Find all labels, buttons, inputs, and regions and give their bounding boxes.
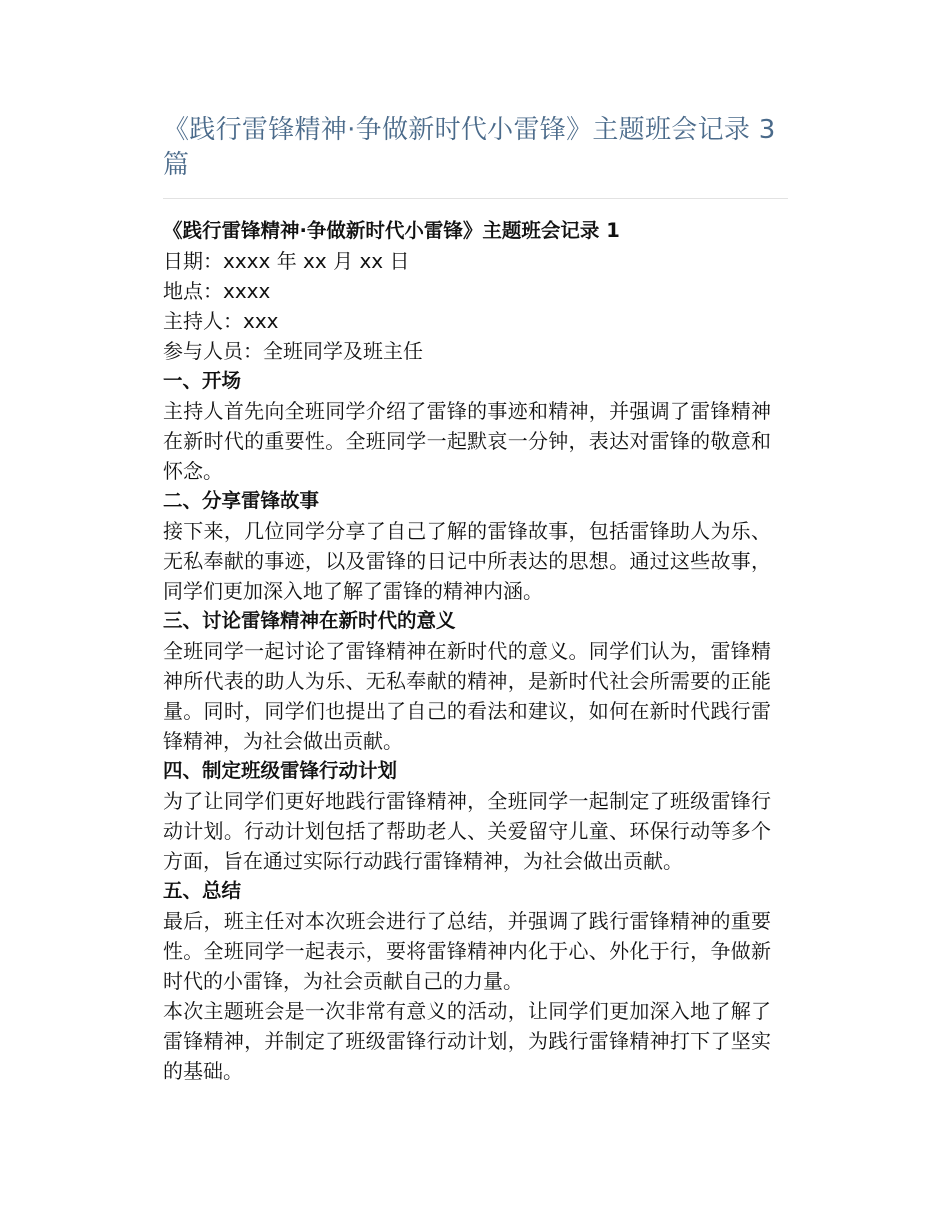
- section-heading-action-plan: 四、制定班级雷锋行动计划: [163, 759, 398, 782]
- section-body-stories: 接下来，几位同学分享了自己了解的雷锋故事，包括雷锋助人为乐、无私奉献的事迹，以及雷锋的日记中所表达的思想。通过这些故事，同学们更加深入地了解了雷锋的精神内涵。: [163, 519, 771, 603]
- participants-line: 参与人员：全班同学及班主任: [163, 339, 423, 363]
- place-line: 地点：xxxx: [163, 279, 271, 303]
- section-heading-opening: 一、开场: [163, 369, 242, 392]
- section-heading-summary: 五、总结: [163, 879, 242, 902]
- document-title: 《践行雷锋精神·争做新时代小雷锋》主题班会记录 3 篇: [163, 115, 776, 180]
- closing-paragraph: 本次主题班会是一次非常有意义的活动，让同学们更加深入地了解了雷锋精神，并制定了班级雷锋行动计划，为践行雷锋精神打下了坚实的基础。: [163, 999, 771, 1083]
- record-content: [163, 216, 771, 1086]
- section-body-summary: 最后，班主任对本次班会进行了总结，并强调了践行雷锋精神的重要性。全班同学一起表示，要将雷锋精神内化于心、外化于行，争做新时代的小雷锋，为社会贡献自己的力量。: [163, 909, 771, 993]
- section-heading-discussion: 三、讨论雷锋精神在新时代的意义: [163, 609, 456, 632]
- date-line: 日期：xxxx 年 xx 月 xx 日: [163, 249, 410, 273]
- host-line: 主持人：xxx: [163, 309, 279, 333]
- record-title: 《践行雷锋精神·争做新时代小雷锋》主题班会记录 1: [163, 219, 620, 242]
- section-body-opening: 主持人首先向全班同学介绍了雷锋的事迹和精神，并强调了雷锋精神在新时代的重要性。全班同学一起默哀一分钟，表达对雷锋的敬意和怀念。: [163, 399, 771, 483]
- section-body-discussion: 全班同学一起讨论了雷锋精神在新时代的意义。同学们认为，雷锋精神所代表的助人为乐、无私奉献的精神，是新时代社会所需要的正能量。同时，同学们也提出了自己的看法和建议，如何在新时代践行雷锋精神，为社会做出贡献。: [163, 639, 771, 753]
- section-heading-stories: 二、分享雷锋故事: [163, 489, 320, 512]
- title-divider: [163, 198, 788, 199]
- section-body-action-plan: 为了让同学们更好地践行雷锋精神，全班同学一起制定了班级雷锋行动计划。行动计划包括了帮助老人、关爱留守儿童、环保行动等多个方面，旨在通过实际行动践行雷锋精神，为社会做出贡献。: [163, 789, 771, 873]
